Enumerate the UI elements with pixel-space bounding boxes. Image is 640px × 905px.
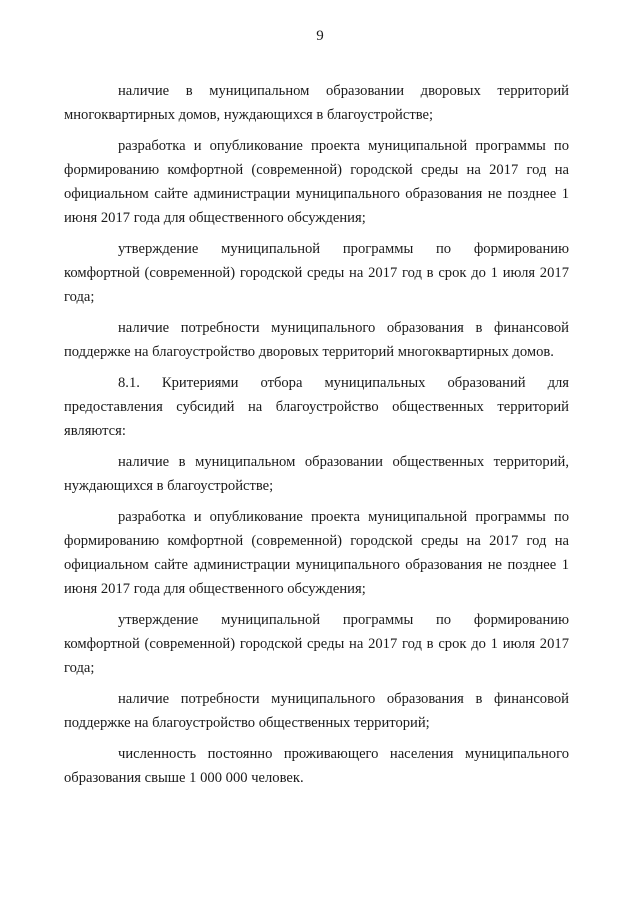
paragraph-yard-territories: наличие в муниципальном образовании дворовых территорий многоквартирных домов, нуждающихся в благоустройстве; (64, 83, 569, 123)
paragraph-program-publication-yards: разработка и опубликование проекта муниципальной программы по формированию комфортной (современной) городской среды на 2017 год на официальном сайте администрации муниципального образования не позднее 1 июня 2017 года для общественного обсуждения; (64, 138, 569, 226)
paragraph-criteria-8-1: 8.1. Критериями отбора муниципальных образований для предоставления субсидий на благоустройство общественных территорий являются: (64, 375, 569, 439)
paragraph-public-territories: наличие в муниципальном образовании общественных территорий, нуждающихся в благоустройстве; (64, 454, 569, 494)
paragraph-program-approval-yards: утверждение муниципальной программы по формированию комфортной (современной) городской среды на 2017 год в срок до 1 июля 2017 года; (64, 241, 569, 305)
paragraph-financial-need-public: наличие потребности муниципального образования в финансовой поддержке на благоустройство общественных территорий; (64, 691, 569, 731)
document-body (64, 79, 569, 797)
paragraph-population: численность постоянно проживающего населения муниципального образования свыше 1 000 000 человек. (64, 746, 569, 786)
page-number: 9 (316, 28, 324, 44)
paragraph-program-approval-public: утверждение муниципальной программы по формированию комфортной (современной) городской среды на 2017 год в срок до 1 июля 2017 года; (64, 612, 569, 676)
paragraph-program-publication-public: разработка и опубликование проекта муниципальной программы по формированию комфортной (современной) городской среды на 2017 год на официальном сайте администрации муниципального образования не позднее 1 июня 2017 года для общественного обсуждения; (64, 509, 569, 597)
paragraph-financial-need-yards: наличие потребности муниципального образования в финансовой поддержке на благоустройство дворовых территорий многоквартирных домов. (64, 320, 569, 360)
